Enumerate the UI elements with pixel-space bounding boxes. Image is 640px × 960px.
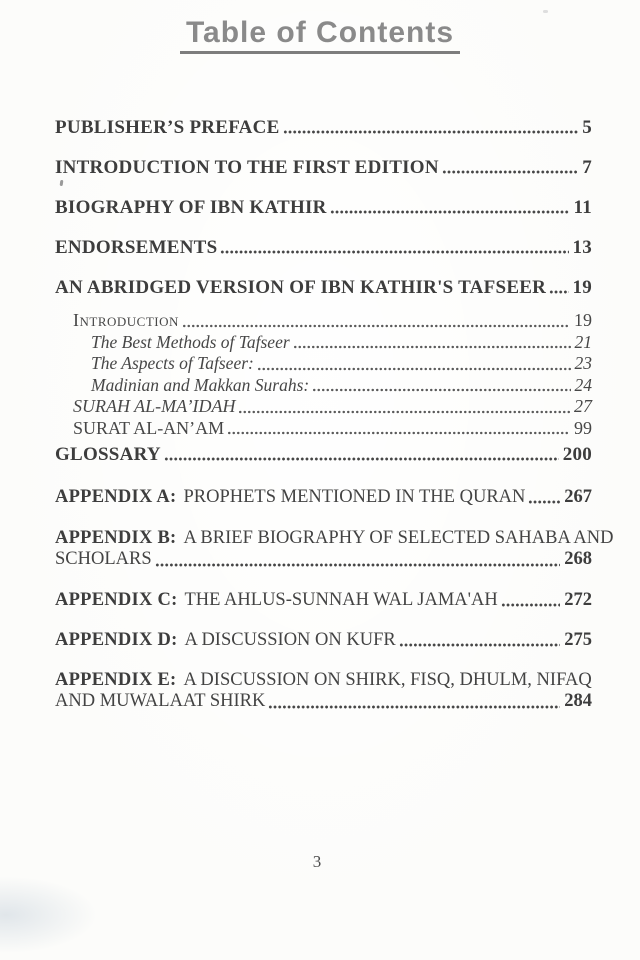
leader-dots: [549, 290, 568, 294]
toc-entry-glossary: [55, 445, 592, 464]
leader-dots: [268, 705, 560, 709]
toc-entry-aspects-of-tafseer: [55, 354, 592, 374]
leader-dots: [528, 500, 560, 504]
appendix-prefix: APPENDIX E:: [55, 670, 177, 690]
toc-entry-appendix-c: [55, 591, 592, 610]
leader-dots: [442, 170, 578, 174]
leader-dots: [293, 345, 571, 349]
toc-entry-label: [55, 631, 396, 650]
leader-dots: [220, 250, 568, 254]
toc-entry-label: SURAT AL-AN’AM: [73, 417, 225, 438]
toc-entry-label: The Aspects of Tafseer:: [91, 353, 254, 373]
appendix-text-continued: SCHOLARS: [55, 549, 152, 569]
toc-entry-surah-al-maidah: [55, 397, 592, 417]
appendix-prefix: APPENDIX B:: [55, 528, 177, 548]
toc-page-number: 275: [564, 630, 592, 650]
appendix-text: THE AHLUS-SUNNAH WAL JAMA'AH: [184, 590, 498, 610]
toc-entry-line1: [55, 528, 614, 549]
toc-entry-label: The Best Methods of Tafseer: [91, 331, 290, 352]
appendix-text: A DISCUSSION ON SHIRK, FISQ, DHULM, NIFAQ: [183, 670, 592, 690]
toc-page-number: 267: [564, 487, 592, 507]
toc-page-number: 7: [582, 157, 592, 178]
toc-entry-line2: [55, 549, 592, 570]
leader-dots: [312, 388, 570, 392]
toc-entry-appendix-b: [55, 528, 614, 570]
toc-entry-label: [55, 591, 498, 610]
toc-page-number: 24: [574, 374, 592, 395]
toc-entry-label: AN ABRIDGED VERSION OF IBN KATHIR'S TAFSEER: [55, 277, 547, 298]
toc-entry-endorsements: [55, 238, 592, 257]
toc-entry-label: INTRODUCTION TO THE FIRST EDITION: [55, 157, 439, 178]
toc-page-number: 268: [564, 549, 592, 569]
toc-entry-label: GLOSSARY: [55, 444, 161, 465]
scan-speck: [543, 10, 548, 13]
toc-entry-label: [55, 488, 525, 507]
title-block: [0, 0, 640, 54]
appendix-prefix: APPENDIX C:: [55, 590, 178, 610]
toc-entry-biography-ibn-kathir: [55, 198, 592, 217]
toc-page-number: 19: [572, 277, 592, 298]
appendix-text-continued: AND MUWALAAT SHIRK: [55, 691, 266, 711]
toc-page-number: 200: [562, 444, 592, 465]
toc-entry-label: Introduction: [73, 310, 179, 330]
leader-dots: [501, 603, 561, 607]
leader-dots: [238, 410, 570, 414]
toc-entry-introduction: [55, 311, 592, 331]
toc-page-number: 284: [564, 691, 592, 711]
toc-entry-appendix-a: [55, 488, 592, 507]
toc-entry-label: SURAH AL-MA’IDAH: [73, 396, 236, 416]
appendix-text: PROPHETS MENTIONED IN THE QURAN: [183, 487, 526, 507]
toc-entry-abridged-version: [55, 278, 592, 297]
toc-page-number: 272: [564, 590, 592, 610]
table-of-contents: [55, 117, 614, 733]
leader-dots: [399, 643, 561, 647]
toc-entry-label: ENDORSEMENTS: [55, 237, 218, 258]
toc-entry-label: PUBLISHER’S PREFACE: [55, 117, 280, 138]
toc-entry-publishers-preface: [55, 118, 592, 137]
toc-page-number: 21: [574, 331, 592, 352]
leader-dots: [155, 563, 561, 567]
leader-dots: [330, 210, 570, 214]
toc-page-number: 5: [582, 117, 592, 138]
toc-entry-line1: [55, 670, 592, 691]
leader-dots: [283, 130, 579, 134]
leader-dots: [227, 431, 570, 435]
toc-page-number: 11: [573, 197, 592, 218]
toc-page-number: 19: [574, 310, 592, 330]
folio-page-number: 3: [312, 852, 322, 871]
toc-entry-surat-al-anam: [55, 419, 592, 439]
toc-entry-label: Madinian and Makkan Surahs:: [91, 374, 310, 395]
leader-dots: [257, 367, 571, 371]
appendix-text: A DISCUSSION ON KUFR: [184, 630, 396, 650]
toc-page-number: 13: [572, 237, 592, 258]
appendix-prefix: APPENDIX D:: [55, 630, 178, 650]
leader-dots: [182, 324, 570, 328]
toc-page-number: 23: [574, 353, 592, 373]
toc-entry-appendix-d: [55, 631, 592, 650]
toc-entry-introduction-first-edition: [55, 158, 592, 177]
leader-dots: [164, 457, 559, 461]
page-title: Table of Contents: [180, 16, 460, 54]
toc-entry-best-methods-of-tafseer: [55, 333, 592, 353]
toc-entry-appendix-e: [55, 670, 592, 712]
toc-entry-madinian-makkan-surahs: [55, 376, 592, 396]
toc-page-number: 99: [574, 417, 592, 438]
toc-entry-label: BIOGRAPHY OF IBN KATHIR: [55, 197, 327, 218]
appendix-text: A BRIEF BIOGRAPHY OF SELECTED SAHABA AND: [183, 528, 614, 548]
toc-entry-line2: [55, 691, 592, 712]
appendix-prefix: APPENDIX A:: [55, 487, 177, 507]
toc-page-number: 27: [574, 396, 592, 416]
